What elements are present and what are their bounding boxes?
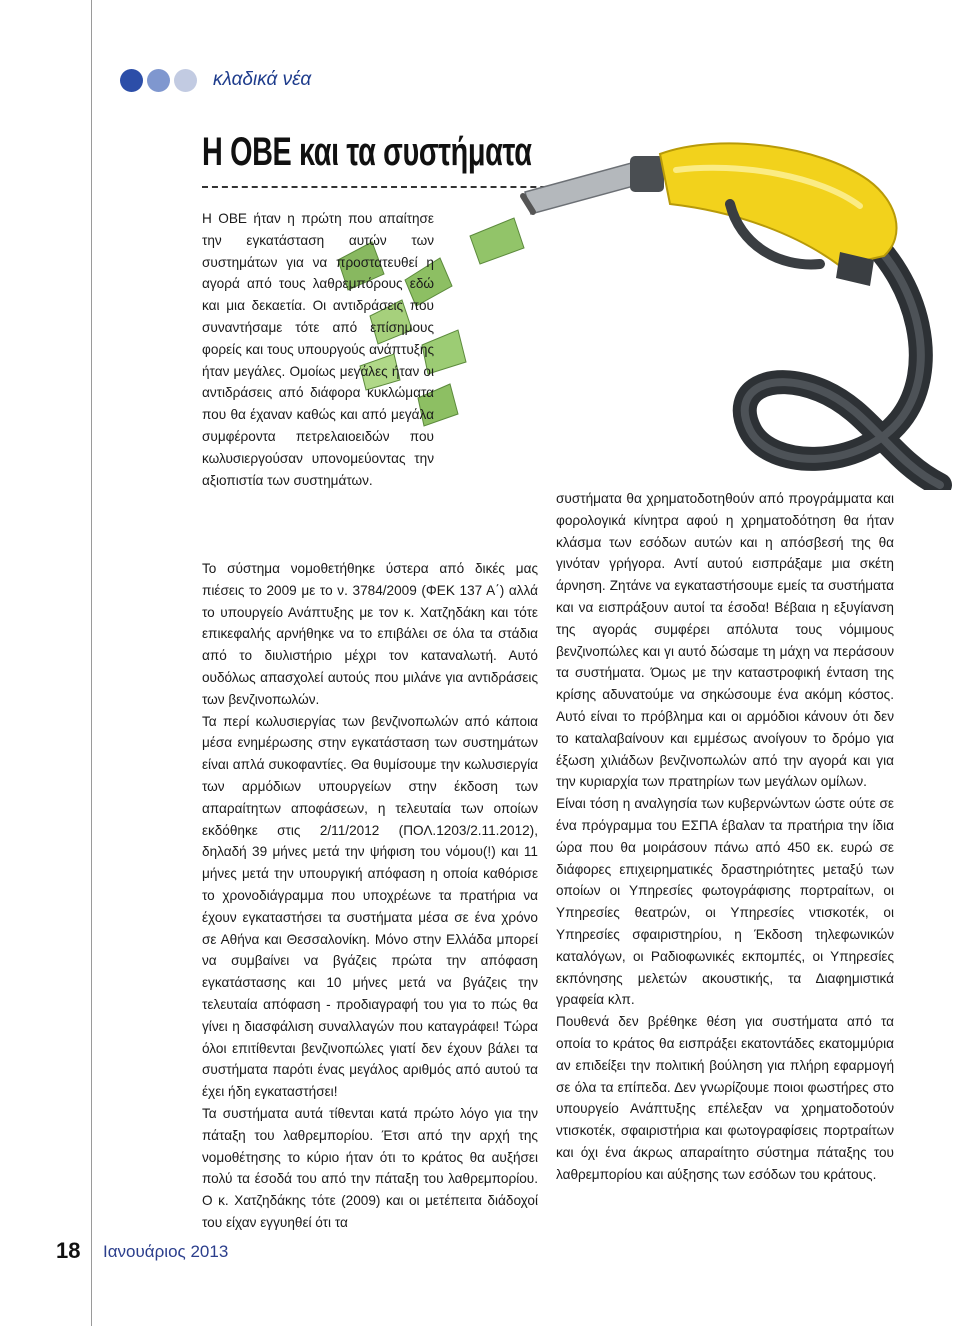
section-header bbox=[120, 66, 311, 94]
paragraph: Η ΟΒΕ ήταν η πρώτη που απαίτησε την εγκατάσταση αυτών των συστημάτων για να προστατευθεί η αγορά από τους λαθρεμπόρους εδώ και μια δεκαετία. Οι αντιδράσεις που συναντήσαμε τότε από επίσημους φορείς και τους υπουργούς ανάπτυξης ήταν μεγάλες. Ομοίως μεγάλες ήταν οι αντιδράσεις από διάφορα κυκλώματα που θα έχαναν καθώς και από μεγάλα συμφέροντα πετρελαιοειδών που κωλυσιεργούσαν υπονομεύοντας την αξιοπιστία των συστημάτων. bbox=[202, 211, 434, 488]
page-number: 18 bbox=[56, 1238, 81, 1263]
article-column-right bbox=[556, 488, 894, 1186]
paragraph: συστήματα θα χρηματοδοτηθούν από προγράμματα και φορολογικά κίνητρα αφού η χρηματοδότηση θα ήταν κλάσμα των εσόδων αυτών και η απόσβεσή της θα γινόταν γρήγορα. Αντί αυτού εισπράξαμε μια σκέτη άρνηση. Ζητάνε να εγκαταστήσουμε εμείς τα συστήματα και να εισπράξουν αυτοί τα έσοδα! Βέβαια η εξυγίανση της αγοράς συμφέρει απόλυτα τους νόμιμους βενζινοπώλες και γι αυτό δώσαμε τη μάχη να περάσουν τα συστήματα. Όμως με την καταστροφική ένταση της κρίσης αδυνατούμε να σηκώσουμε ένα ακόμη κόστος. Αυτό είναι το πρόβλημα και οι αρμόδιοι κάνουν ότι δεν το καταλαβαίνουν και εμμέσως ανοίγουν το δρόμο για έξωση χιλιάδων βενζινοπωλών από την αγορά και για την κυριαρχία των πρατηρίων των μεγάλων ομίλων. bbox=[556, 491, 894, 790]
issue-date: Ιανουάριος 2013 bbox=[103, 1242, 229, 1261]
article-column-left-top bbox=[202, 208, 434, 491]
section-dot-3 bbox=[174, 69, 197, 92]
article-title: Η ΟΒΕ και τα συστήματα bbox=[202, 130, 532, 174]
paragraph: Είναι τόση η αναλγησία των κυβερνώντων ώστε ούτε σε ένα πρόγραμμα του ΕΣΠΑ έβαλαν τα πρατήρια την ίδια ώρα που θα μοιράσουν πάνω από 450 εκ. ευρώ σε διάφορες επιχειρηματικές δραστηριότητες μεταξύ των οποίων οι Υπηρεσίες φωτογράφισης πορτραίτων, οι Υπηρεσίες θεατρών, οι Υπηρεσίες ντισκοτέκ, οι Υπηρεσίες σφαιριστηρίου, η Έκδοση τηλεφωνικών καταλόγων, οι Ραδιοφωνικές εκπομπές, οι Υπηρεσίες εκπόνησης μελετών ακουστικής, τα Διαφημιστικά γραφεία κλπ. bbox=[556, 796, 894, 1008]
margin-rule bbox=[91, 0, 92, 1326]
paragraph: Το σύστημα νομοθετήθηκε ύστερα από δικές μας πιέσεις το 2009 με το ν. 3784/2009 (ΦΕΚ 137 Α΄) αλλά το υπουργείο Ανάπτυξης με τον κ. Χατζηδάκη και τότε επικεφαλής αρνήθηκε να το επιβάλει σε όλα τα στάδια από το διυλιστήριο μέχρι τον καταναλωτή. Αυτό ουδόλως απασχολεί αυτούς που μιλάνε για αντιδράσεις των βενζινοπωλών. bbox=[202, 561, 538, 707]
paragraph: Πουθενά δεν βρέθηκε θέση για συστήματα από τα οποία το κράτος θα εισπράξει εκατοντάδες εκατομμύρια αν επιδείξει την πολιτική βούληση για πλήρη εφαρμογή σε όλα τα επίπεδα. Δεν γνωρίζουμε ποιοι φωστήρες στο υπουργείο Ανάπτυξης επέλεξαν να χρηματοδοτούν ντισκοτέκ, σφαιριστήρια και φωτογραφίσεις πορτραίτων και όχι ένα άκρως απαραίτητο σύστημα πάταξης του λαθρεμπορίου και αύξησης των εσόδων του κράτους. bbox=[556, 1014, 894, 1182]
fuel-nozzle-icon bbox=[523, 143, 897, 286]
section-dot-1 bbox=[120, 69, 143, 92]
section-label: κλαδικά νέα bbox=[213, 69, 312, 90]
paragraph: Τα περί κωλυσιεργίας των βενζινοπωλών από κάποια μέσα ενημέρωσης στην εγκατάσταση των συστημάτων είναι απλά συκοφαντίες. Θα θυμίσουμε την κωλυσιεργία των αρμόδιων υπουργείων στην έκδοση των απαραίτητων αποφάσεων, η τελευταία των οποίων εκδόθηκε στις 2/11/2012 (ΠΟΛ.1203/2.11.2012), δηλαδή 39 μήνες μετά την ψήφιση του νόμου(!) και 11 μήνες μετά την υπουργική απόφαση η οποία καθόρισε το χρονοδιάγραμμα που υποχρέωνε τα πρατήρια να έχουν εγκαταστήσει τα συστήματα μέσα σε ένα χρόνο σε Αθήνα και Θεσσαλονίκη. Μόνο στην Ελλάδα μπορεί να συμβαίνει να βγάζεις πρώτα την απόφαση εγκατάστασης και 10 μήνες μετά να βγάζεις την τελευταία απόφαση - προδιαγραφή του για το πώς θα γίνει η διασφάλιση συναλλαγών που καταγράφει! Τώρα όλοι επιτίθενται βενζινοπώλες γιατί δεν έχουν βάλει τα συστήματα παρότι ένας μεγάλος αριθμός από αυτού τα έχει ήδη εγκαταστήσει! bbox=[202, 713, 538, 1100]
page-footer bbox=[0, 1238, 960, 1268]
article-column-left bbox=[202, 558, 538, 1234]
paragraph: Τα συστήματα αυτά τίθενται κατά πρώτο λόγο για την πάταξη του λαθρεμπορίου. Έτσι από την αρχή της νομοθέτησης το κύριο ήταν ότι το κράτος θα αυξήσει πολύ τα έσοδά του από την πάταξη του λαθρεμπορίου. Ο κ. Χατζηδάκης τότε (2009) και οι μετέπειτα διάδοχοί του είχαν εγγυηθεί ότι τα bbox=[202, 1105, 538, 1230]
section-dot-2 bbox=[147, 69, 170, 92]
